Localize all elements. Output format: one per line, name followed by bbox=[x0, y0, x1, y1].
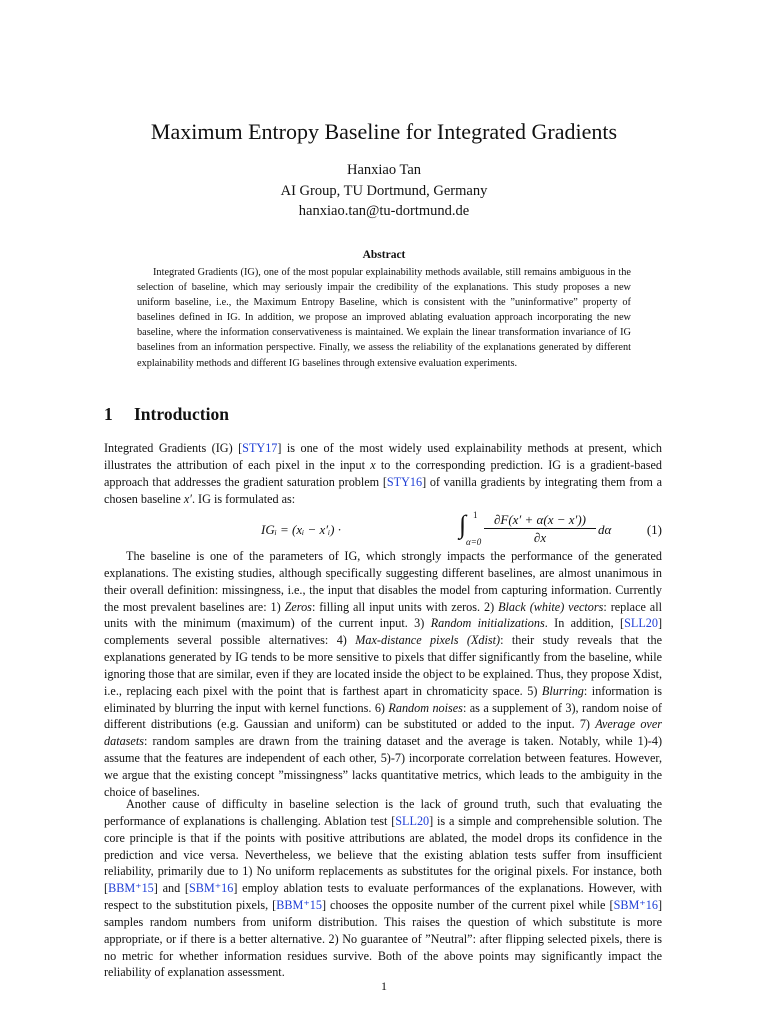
paragraph-intro-3 bbox=[104, 796, 662, 981]
text-run: : filling all input units with zeros. 2) bbox=[311, 599, 499, 614]
citation-link[interactable]: STY17 bbox=[242, 441, 278, 455]
emphasis: Black (white) vectors bbox=[498, 599, 604, 614]
equation-ig bbox=[104, 510, 662, 548]
text-run: : information is eliminated by blurring the input with kernel functions. 6) bbox=[104, 683, 662, 715]
section-title: Introduction bbox=[134, 404, 229, 424]
equation-lhs: IGᵢ = (xᵢ − x′ᵢ) · bbox=[261, 522, 341, 537]
abstract-text: Integrated Gradients (IG), one of the most popular explainability methods available, still remains ambiguous in the selection of baseline, which may seriously impair the credibility of the explanations. This study proposes a new uniform baseline, i.e., the Maximum Entropy Baseline, which is consistent with the ”uninformative” property of baselines defined in IG. In addition, we propose an improved ablating evaluation approach incorporating the new baseline, where the information conservativeness is maintained. We explain the linear transformation invariance of IG baselines from an information perspective. Finally, we assess the reliability of the explanations generated by different explainability methods and different IG baselines through extensive evaluation experiments. bbox=[137, 267, 631, 369]
text-run: ] and [ bbox=[153, 881, 189, 896]
text-run: : as a supplement of 3), random noise of different distributions (e.g. Gaussian and uniform) can be substituted or added to the input. 7) bbox=[104, 700, 662, 732]
equation-differential: dα bbox=[598, 522, 612, 537]
equation-fraction bbox=[484, 512, 596, 545]
text-run: ] is one of the most widely used explainability methods at present, which illustrates the attribution of each pixel in the input bbox=[104, 441, 662, 472]
abstract-heading: Abstract bbox=[362, 249, 406, 261]
text-run: : replace all units with the minimum (maximum) of the current input. 3) bbox=[104, 599, 662, 631]
emphasis: Zeros bbox=[284, 599, 312, 614]
text-run: . In addition, [ bbox=[544, 616, 625, 631]
author-affiliation: AI Group, TU Dortmund, Germany bbox=[280, 182, 488, 199]
paragraph-intro-2 bbox=[104, 548, 662, 801]
text-run: : random samples are drawn from the training dataset and the average is taken. Notably, while 1)-4) assume that the features are independent of each other, 5)-7) incorporate correlation between features. However, we argue that the existing concept ”missingness” lacks quantitative metrics, which leads to the ambiguity in the choice of baselines. bbox=[104, 734, 662, 799]
emphasis: Max-distance pixels (Xdist) bbox=[355, 633, 501, 648]
section-number: 1 bbox=[104, 404, 113, 424]
paragraph-intro-1 bbox=[104, 440, 662, 507]
text-run: ] chooses the opposite number of the current pixel while [ bbox=[321, 898, 614, 913]
text-run: . IG is formulated as: bbox=[191, 491, 296, 506]
paper-title: Maximum Entropy Baseline for Integrated Gradients bbox=[150, 119, 618, 144]
citation-link[interactable]: BBM⁺15 bbox=[276, 898, 322, 913]
text-run: The baseline is one of the parameters of IG, which strongly impacts the performance of the generated explanations. The existing studies, although specifically suggesting different baselines, are almost unanimous in their overall definition: missingness, i.e., the input that disables the model from capturing information. Currently the most prevalent baselines are: 1) bbox=[104, 549, 662, 614]
author-block bbox=[0, 160, 768, 222]
author-email: hanxiao.tan@tu-dortmund.de bbox=[298, 203, 470, 219]
text-run: Integrated Gradients (IG) [ bbox=[104, 441, 243, 455]
citation-link[interactable]: BBM⁺15 bbox=[108, 881, 154, 896]
emphasis: Random noises bbox=[388, 700, 463, 715]
text-run: ] is a simple and comprehensible solution. The core principle is that if the points with positive attributions are ablated, the model drops its confidence in the prediction and vice versa. Nevertheless, we believe that the existing ablation tests suffer from insufficient reliability, primarily due to 1) No uniform replacements as substitutes for the original pixels. For instance, both [ bbox=[104, 813, 662, 896]
emphasis: Random initializations bbox=[430, 616, 545, 631]
citation-link[interactable]: STY16 bbox=[386, 474, 423, 489]
equation-number: (1) bbox=[646, 522, 662, 537]
citation-link[interactable]: SBM⁺16 bbox=[188, 881, 234, 896]
emphasis: Average over datasets bbox=[104, 717, 662, 749]
text-run: to the corresponding prediction. IG is a gradient-based approach that addresses the gradient saturation problem [ bbox=[104, 457, 662, 489]
citation-link[interactable]: SLL20 bbox=[624, 616, 658, 631]
fraction-numerator: ∂F(x′ + α(x − x′)) bbox=[493, 512, 587, 527]
page-number: 1 bbox=[381, 979, 387, 993]
fraction-bar bbox=[484, 528, 596, 529]
text-run: Another cause of difficulty in baseline selection is the lack of ground truth, such that evaluating the performance of explanations is challenging. Ablation test [ bbox=[104, 797, 662, 828]
math-symbol: x bbox=[370, 457, 376, 472]
integral-upper-bound: 1 bbox=[473, 510, 478, 520]
text-run: ] samples random numbers from uniform distribution. This raises the question of which substitute is more appropriate, or if there is a better alternative. 2) No guarantee of ”Neutral”: after flipping selected pixels, there is no metric for whether information residues survive. Both of the above points may significantly impact the reliability of explanation assessment. bbox=[104, 898, 662, 980]
citation-link[interactable]: SLL20 bbox=[395, 813, 430, 828]
text-run: ] employ ablation tests to evaluate performances of the explanations. However, with respect to the substitution pixels, [ bbox=[104, 881, 663, 913]
text-run: ] of vanilla gradients by integrating them from a chosen baseline bbox=[104, 474, 662, 506]
text-run: : their study reveals that the explanations generated by IG tends to be more sensitive to pixels that differ significantly from the baseline, while ignoring those that are similar, even if they are located inside the object to be explained. Thus, they propose Xdist, i.e., replacing each pixel with the point that is farthest apart in chromaticity space. 5) bbox=[104, 633, 662, 698]
text-run: ] complements several possible alternatives: 4) bbox=[104, 616, 663, 648]
integral-lower-bound: α=0 bbox=[466, 537, 482, 547]
citation-link[interactable]: SBM⁺16 bbox=[613, 898, 658, 913]
math-symbol: x′ bbox=[183, 491, 192, 506]
section-heading bbox=[104, 404, 229, 425]
integral-sign: ∫ bbox=[459, 510, 467, 539]
fraction-denominator: ∂x bbox=[533, 530, 547, 545]
emphasis: Blurring bbox=[541, 683, 584, 698]
author-name: Hanxiao Tan bbox=[346, 162, 421, 178]
